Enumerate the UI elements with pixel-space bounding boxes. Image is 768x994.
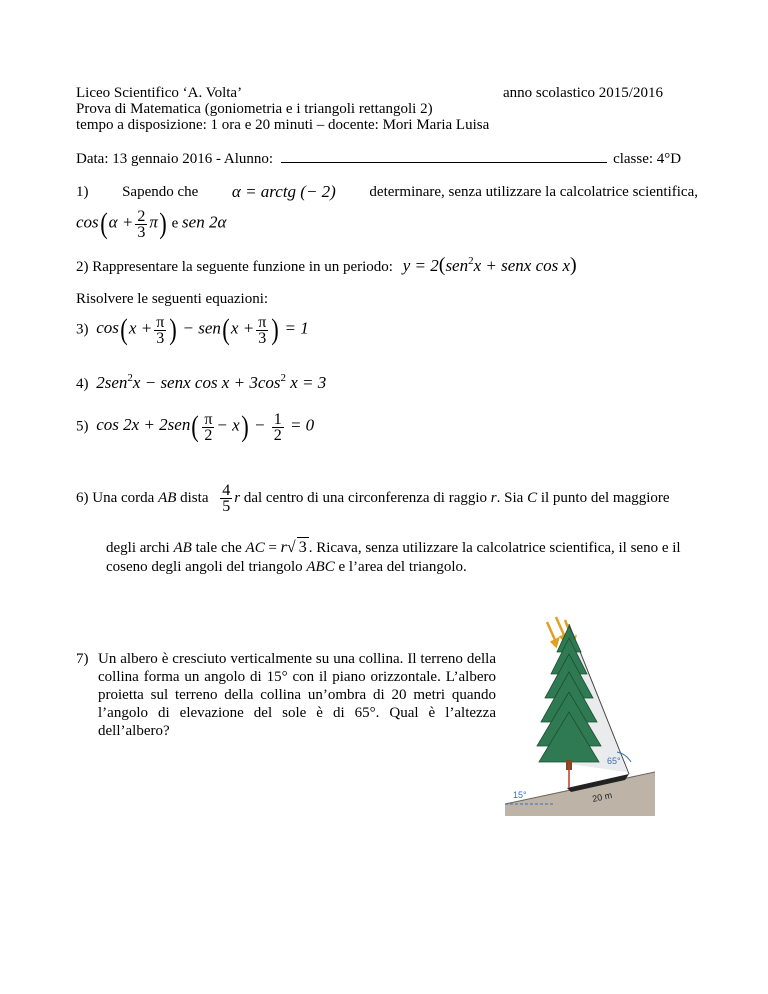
exercise-5: 5) cos 2x + 2sen( $\frac{\pi}{2}$ − x) − $\frac{1}{2}$ = 0 bbox=[76, 410, 315, 444]
exercise-2-text: 2) Rappresentare la seguente funzione in un periodo: bbox=[76, 259, 393, 275]
angle-hill-label: 15° bbox=[513, 790, 527, 800]
student-name-blank bbox=[281, 150, 607, 163]
exercise-1-pre: Sapendo che bbox=[122, 184, 199, 200]
exercise-6-line2: degli archi AB tale che AC = r√ 3 . Ricava, senza utilizzare la calcolatrice scientifica, il seno e il bbox=[106, 539, 681, 556]
exercise-2: 2) Rappresentare la seguente funzione in un periodo: y = 2(sen$^2$x + senx cos x) bbox=[76, 254, 577, 276]
equations-intro: Risolvere le seguenti equazioni: bbox=[76, 291, 269, 307]
exercise-6-text-i: coseno degli angoli del triangolo bbox=[106, 559, 303, 575]
exercise-6-text-f: degli archi bbox=[106, 540, 170, 556]
exercise-6-text-b: dista bbox=[180, 489, 209, 506]
time-teacher: tempo a disposizione: 1 ora e 20 minuti – docente: Mori Maria Luisa bbox=[76, 117, 490, 133]
exercise-6-radius: r bbox=[490, 489, 497, 506]
exercise-1-and: e bbox=[171, 215, 179, 232]
school-year: anno scolastico 2015/2016 bbox=[503, 85, 663, 101]
exercise-6-eq: = bbox=[268, 540, 277, 556]
exercise-3: 3) cos(x + $\frac{\pi}{3}$ ) − sen(x + $\frac{\pi}{3}$ ) = 1 bbox=[76, 313, 309, 347]
exercise-4-num: 4) bbox=[76, 376, 89, 392]
tree-figure-svg bbox=[505, 612, 655, 816]
exercise-1-post: determinare, senza utilizzare la calcolatrice scientifica, bbox=[369, 184, 698, 200]
exercise-1-line1 bbox=[76, 183, 698, 201]
exercise-7-num: 7) bbox=[76, 651, 89, 667]
exercise-6-c: C bbox=[527, 489, 538, 506]
angle-sun-label: 65° bbox=[607, 756, 621, 766]
date-student-label: Data: 13 gennaio 2016 - Alunno: bbox=[76, 151, 274, 167]
exercise-6-text-a: Una corda bbox=[92, 489, 155, 506]
exercise-1-line2: cos(α + $\frac{2}{3}$ π) e sen 2α bbox=[76, 207, 227, 241]
tree-figure bbox=[505, 612, 655, 816]
exercise-7-text: Un albero è cresciuto verticalmente su una collina. Il terreno della collina forma un angolo di 15° con il piano orizzontale. L’albero proietta sul terreno della collina un’ombra di 20 metri quando l’angolo di elevazione del sole è di 65°. Qual è l’altezza dell’albero? bbox=[98, 651, 496, 739]
exercise-6-text-c: dal centro di una circonferenza di raggio bbox=[243, 489, 488, 506]
exercise-6-text-j: e l’area del triangolo. bbox=[338, 559, 467, 575]
school-name: Liceo Scientifico ‘A. Volta’ bbox=[76, 85, 243, 101]
exercise-6-line3 bbox=[106, 557, 467, 577]
exercise-3-num: 3) bbox=[76, 321, 89, 338]
date-student-line bbox=[76, 150, 681, 168]
exercise-6-abc: ABC bbox=[306, 559, 335, 575]
exercise-6-text-d: . Sia bbox=[496, 489, 524, 506]
class-label: classe: 4°D bbox=[613, 151, 682, 167]
exercise-1-formula: α = arctg (− 2) bbox=[231, 182, 336, 201]
exercise-6-ab-2: AB bbox=[173, 540, 192, 556]
exercise-1-num: 1) bbox=[76, 184, 89, 200]
exercise-7 bbox=[76, 650, 496, 740]
exercise-1-sen2a: sen 2α bbox=[182, 212, 227, 232]
exercise-6-ab: AB bbox=[158, 489, 177, 506]
exercise-6-r: r bbox=[234, 489, 241, 506]
exercise-6-ac: AC bbox=[245, 540, 265, 556]
exercise-6-text-e: il punto del maggiore bbox=[540, 489, 670, 506]
exercise-6-line1: 6) Una corda AB dista $\frac{4}{5}$ r dal centro di una circonferenza di raggio r. Sia C il punto del maggiore bbox=[76, 482, 670, 515]
exercise-6-text-g: tale che bbox=[195, 540, 242, 556]
exercise-5-num: 5) bbox=[76, 418, 89, 435]
exercise-6-num: 6) bbox=[76, 489, 89, 506]
shadow-length-label: 20 m bbox=[591, 790, 613, 804]
test-title: Prova di Matematica (goniometria e i triangoli rettangoli 2) bbox=[76, 101, 433, 117]
exercise-6-text-h: . Ricava, senza utilizzare la calcolatrice scientifica, il seno e il bbox=[308, 540, 681, 556]
exercise-4: 4) 2sen$^2$x − senx $\cos x + 3\cos^2$ x = 3 bbox=[76, 372, 327, 392]
